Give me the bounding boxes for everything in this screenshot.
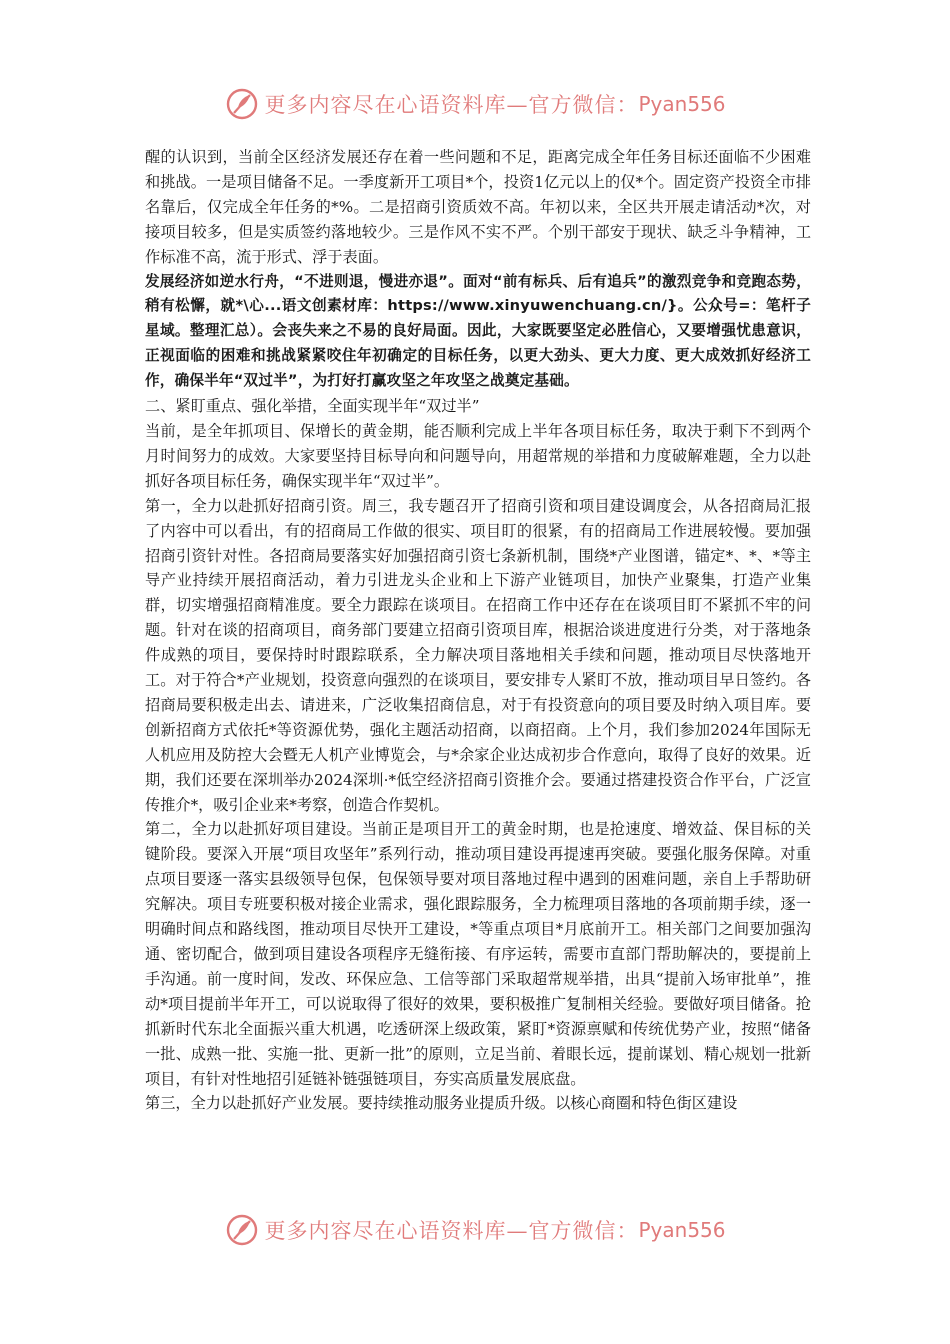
paragraph-project-construction: 第二，全力以赴抓好项目建设。当前正是项目开工的黄金时期，也是抢速度、增效益、保目标的关键阶段。要深入开展“项目攻坚年”系列行动，推动项目建设再提速再突破。要强化服务保障。对重点项目要逐一落实县级领导包保，包保领导要对项目落地过程中遇到的困难问题，亲自上手帮助研究解决。项目专班要积极对接企业需求，强化跟踪服务，全力梳理项目落地的各项前期手续，逐一明确时间点和路线图，推动项目尽快开工建设，*等重点项目*月底前开工。相关部门之间要加强沟通、密切配合，做到项目建设各项程序无缝衔接、有序运转，需要市直部门帮助解决的，要提前上手沟通。前一度时间，发改、环保应急、工信等部门采取超常规举措，出具“提前入场审批单”，推动*项目提前半年开工，可以说取得了很好的效果，要积极推广复制相关经验。要做好项目储备。抢抓新时代东北全面振兴重大机遇，吃透研深上级政策，紧盯*资源禀赋和传统优势产业，按照“储备一批、成熟一批、实施一批、更新一批”的原则，立足当前、着眼长远，提前谋划、精心规划一批新项目，有针对性地招引延链补链强链项目，夯实高质量发展底盘。 bbox=[145, 820, 811, 1088]
paragraph-inserted-bold: 发展经济如逆水行舟，“不进则退，慢进亦退”。面对“前有标兵、后有追兵”的激烈竞争和竞跑态势，稍有松懈，就*\心...语文创素材库：https://www.xinyuwenchuang.cn/}。公众号=：笔杆子星域。整理汇总）。会丧失来之不易的良好局面。因此，大家既要坚定必胜信心，又要增强忧患意识，正视面临的困难和挑战紧紧咬住年初确定的目标任务，以更大劲头、更大力度、更大成效抓好经济工作，确保半年“双过半”，为打好打赢攻坚之年攻坚之战奠定基础。 bbox=[145, 272, 811, 390]
watermark-banner-top bbox=[0, 84, 950, 124]
section-heading-2: 二、紧盯重点、强化举措，全面实现半年“双过半” bbox=[145, 397, 480, 416]
watermark-wechat-id: Pyan556 bbox=[638, 1218, 726, 1242]
quill-logo-icon bbox=[224, 86, 260, 122]
paragraph-investment-promotion: 第一，全力以赴抓好招商引资。周三，我专题召开了招商引资和项目建设调度会，从各招商局汇报了内容中可以看出，有的招商局工作做的很实、项目盯的很紧，有的招商局工作进展较慢。要加强招商引资针对性。各招商局要落实好加强招商引资七条新机制，围绕*产业图谱，锚定*、*、*等主导产业持续开展招商活动，着力引进龙头企业和上下游产业链项目，加快产业聚集，打造产业集群，切实增强招商精准度。要全力跟踪在谈项目。在招商工作中还存在在谈项目盯不紧抓不牢的问题。针对在谈的招商项目，商务部门要建立招商引资项目库，根据洽谈进度进行分类，对于落地条件成熟的项目，要保持时时跟踪联系，全力解决项目落地相关手续和问题，推动项目尽快落地开工。对于符合*产业规划，投资意向强烈的在谈项目，要安排专人紧盯不放，推动项目早日签约。各招商局要积极走出去、请进来，广泛收集招商信息，对于有投资意向的项目要及时纳入项目库。要创新招商方式依托*等资源优势，强化主题活动招商，以商招商。上个月，我们参加2024年国际无人机应用及防控大会暨无人机产业博览会，与*余家企业达成初步合作意向，取得了良好的效果。近期，我们还要在深圳举办2024深圳·*低空经济招商引资推介会。要通过搭建投资合作平台，广泛宣传推介*，吸引企业来*考察，创造合作契机。 bbox=[145, 496, 811, 814]
watermark-text: 更多内容尽在心语资料库—官方微信： bbox=[264, 1219, 639, 1243]
watermark-banner-bottom bbox=[0, 1210, 950, 1250]
document-body bbox=[145, 145, 811, 1116]
watermark-wechat-id: Pyan556 bbox=[638, 92, 726, 116]
paragraph-problems: 醒的认识到，当前全区经济发展还存在着一些问题和不足，距离完成全年任务目标还面临不少困难和挑战。一是项目储备不足。一季度新开工项目*个，投资1亿元以上的仅*个。固定资产投资全市排名靠后，仅完成全年任务的*%。二是招商引资质效不高。年初以来，全区共开展走请活动*次，对接项目较多，但是实质签约落地较少。三是作风不实不严。个别干部安于现状、缺乏斗争精神，工作标准不高，流于形式、浮于表面。 bbox=[145, 148, 811, 266]
paragraph-golden-period: 当前，是全年抓项目、保增长的黄金期，能否顺利完成上半年各项目标任务，取决于剩下不到两个月时间努力的成效。大家要坚持目标导向和问题导向，用超常规的举措和力度破解难题，全力以赴抓好各项目标任务，确保实现半年“双过半”。 bbox=[145, 421, 811, 490]
paragraph-industry-development: 第三，全力以赴抓好产业发展。要持续推动服务业提质升级。以核心商圈和特色街区建设 bbox=[145, 1094, 738, 1113]
watermark-text: 更多内容尽在心语资料库—官方微信： bbox=[264, 93, 639, 117]
quill-logo-icon bbox=[224, 1212, 260, 1248]
